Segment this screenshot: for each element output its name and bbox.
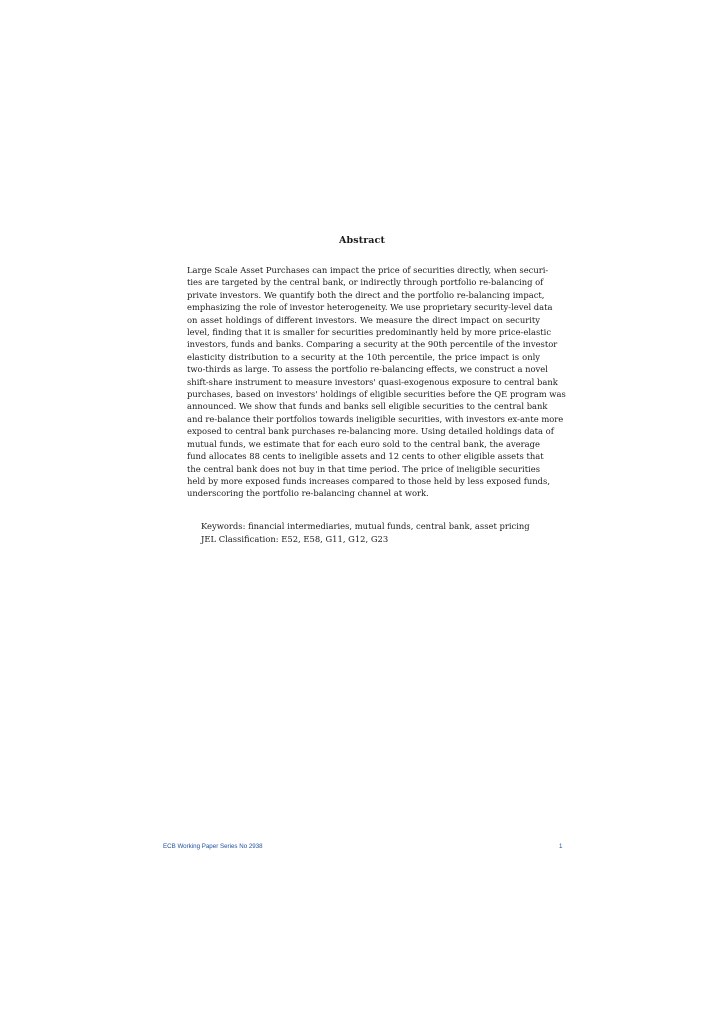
keywords-line: Keywords: financial intermediaries, mutual funds, central bank, asset pricing	[201, 521, 530, 531]
abstract-line: and re-balance their portfolios towards ineligible securities, with investors ex-ante more	[187, 413, 564, 424]
footer-series-label: ECB Working Paper Series No 2938	[163, 843, 263, 850]
footer-page-number: 1	[559, 843, 563, 850]
abstract-line: elasticity distribution to a security at the 10th percentile, the price impact is only	[187, 351, 540, 362]
abstract-line: private investors. We quantify both the direct and the portfolio re-balancing impact,	[187, 289, 545, 300]
abstract-line: underscoring the portfolio re-balancing channel at work.	[187, 488, 429, 499]
abstract-line: on asset holdings of different investors. We measure the direct impact on security	[187, 314, 540, 325]
abstract-line: announced. We show that funds and banks sell eligible securities to the central bank	[187, 401, 548, 412]
abstract-line: level, finding that it is smaller for securities predominantly held by more price-elastic	[187, 327, 552, 338]
abstract-body	[187, 264, 566, 500]
abstract-heading: Abstract	[339, 235, 385, 246]
jel-classification-line: JEL Classification: E52, E58, G11, G12, G23	[201, 534, 389, 544]
abstract-line: fund allocates 88 cents to ineligible assets and 12 cents to other eligible assets that	[187, 451, 544, 462]
abstract-line: Large Scale Asset Purchases can impact the price of securities directly, when securi-	[187, 265, 549, 275]
abstract-line: purchases, based on investors' holdings of eligible securities before the QE program was	[187, 389, 566, 400]
abstract-line: two-thirds as large. To assess the portfolio re-balancing effects, we construct a novel	[187, 364, 548, 375]
abstract-line: exposed to central bank purchases re-balancing more. Using detailed holdings data of	[187, 426, 554, 437]
abstract-line: shift-share instrument to measure investors' quasi-exogenous exposure to central bank	[187, 376, 558, 387]
abstract-line: emphasizing the role of investor heterogeneity. We use proprietary security-level data	[187, 302, 553, 313]
abstract-line: mutual funds, we estimate that for each euro sold to the central bank, the average	[187, 438, 540, 449]
abstract-line: held by more exposed funds increases compared to those held by less exposed funds,	[187, 475, 550, 486]
abstract-line: investors, funds and banks. Comparing a security at the 90th percentile of the investor	[187, 339, 558, 350]
abstract-line: ties are targeted by the central bank, or indirectly through portfolio re-balancing of	[187, 277, 544, 288]
abstract-line: the central bank does not buy in that time period. The price of ineligible securities	[187, 463, 540, 474]
keywords-block	[201, 520, 530, 546]
